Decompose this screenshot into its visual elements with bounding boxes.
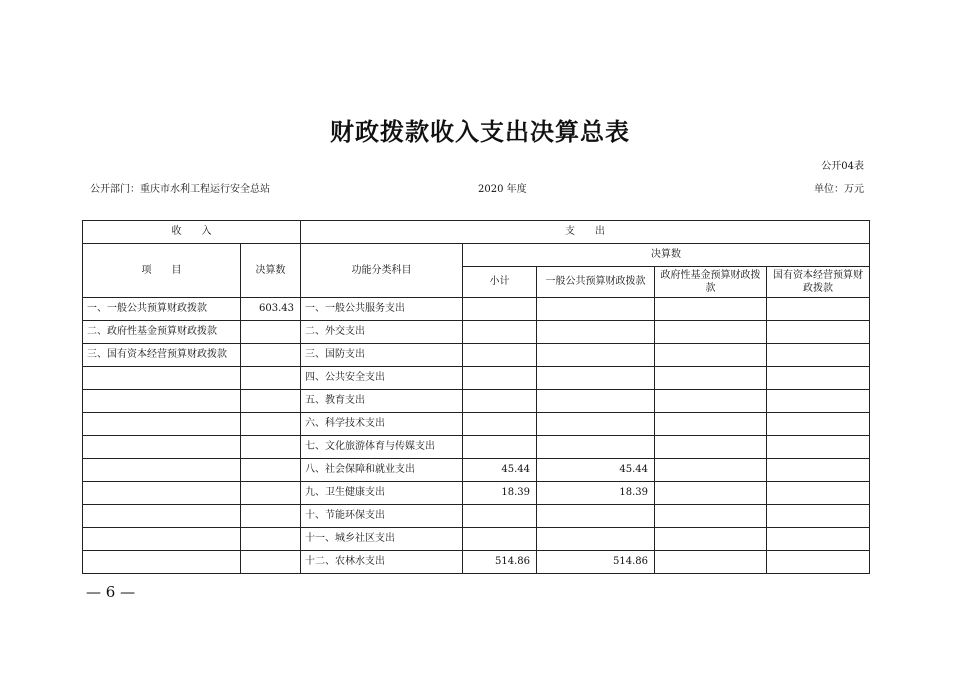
gov-fund-cell: [655, 344, 767, 367]
income-item-cell: [83, 551, 241, 574]
income-item-cell: [83, 482, 241, 505]
expense-item-cell: 十二、农林水支出: [301, 551, 463, 574]
income-amount-cell: [241, 528, 301, 551]
expense-item-cell: 三、国防支出: [301, 344, 463, 367]
general-budget-cell: 18.39: [537, 482, 655, 505]
unit-label: 单位：万元: [814, 184, 864, 195]
income-amount-cell: [241, 505, 301, 528]
state-capital-cell: [767, 459, 870, 482]
page-number: — 6 —: [86, 583, 136, 601]
income-amount-cell: 603.43: [241, 298, 301, 321]
form-code: 公开04表: [821, 161, 864, 172]
state-capital-cell: [767, 344, 870, 367]
general-budget-cell: 514.86: [537, 551, 655, 574]
income-amount-cell: [241, 367, 301, 390]
income-item-cell: [83, 367, 241, 390]
general-budget-header: 一般公共预算财政拨款: [537, 267, 655, 298]
table-row: [83, 482, 870, 505]
subtotal-cell: [463, 390, 537, 413]
expense-item-cell: 五、教育支出: [301, 390, 463, 413]
function-category-header: 功能分类科目: [301, 244, 463, 298]
table-row: [83, 390, 870, 413]
gov-fund-cell: [655, 436, 767, 459]
general-budget-cell: 45.44: [537, 459, 655, 482]
income-item-cell: 一、一般公共预算财政拨款: [83, 298, 241, 321]
state-capital-cell: [767, 321, 870, 344]
table-row: [83, 413, 870, 436]
expense-item-cell: 十一、城乡社区支出: [301, 528, 463, 551]
subtotal-cell: [463, 344, 537, 367]
gov-fund-cell: [655, 321, 767, 344]
income-item-cell: [83, 413, 241, 436]
state-capital-cell: [767, 298, 870, 321]
table-row: [83, 505, 870, 528]
subtotal-cell: [463, 413, 537, 436]
budget-table: [82, 220, 870, 574]
gov-fund-cell: [655, 367, 767, 390]
gov-fund-cell: [655, 390, 767, 413]
state-capital-cell: [767, 436, 870, 459]
income-item-cell: 二、政府性基金预算财政拨款: [83, 321, 241, 344]
gov-fund-cell: [655, 551, 767, 574]
table-row: [83, 459, 870, 482]
table-row: [83, 528, 870, 551]
expense-item-cell: 十、节能环保支出: [301, 505, 463, 528]
state-capital-cell: [767, 551, 870, 574]
gov-fund-header: 政府性基金预算财政拨款: [655, 267, 767, 298]
subtotal-cell: 18.39: [463, 482, 537, 505]
expense-item-cell: 七、文化旅游体育与传媒支出: [301, 436, 463, 459]
income-item-cell: 三、国有资本经营预算财政拨款: [83, 344, 241, 367]
table-row: [83, 436, 870, 459]
state-capital-cell: [767, 367, 870, 390]
general-budget-cell: [537, 298, 655, 321]
income-item-cell: [83, 436, 241, 459]
income-item-cell: [83, 528, 241, 551]
general-budget-cell: [537, 528, 655, 551]
gov-fund-cell: [655, 505, 767, 528]
table-row: [83, 298, 870, 321]
item-header: 项 目: [83, 244, 241, 298]
subtotal-cell: [463, 436, 537, 459]
gov-fund-cell: [655, 482, 767, 505]
amount-header: 决算数: [241, 244, 301, 298]
general-budget-cell: [537, 413, 655, 436]
state-capital-cell: [767, 390, 870, 413]
general-budget-cell: [537, 390, 655, 413]
table-row: [83, 551, 870, 574]
state-capital-cell: [767, 482, 870, 505]
page-title: 财政拨款收入支出决算总表: [330, 118, 630, 146]
subtotal-cell: [463, 367, 537, 390]
income-amount-cell: [241, 482, 301, 505]
subtotal-header: 小计: [463, 267, 537, 298]
expense-item-cell: 八、社会保障和就业支出: [301, 459, 463, 482]
state-capital-cell: [767, 528, 870, 551]
expense-item-cell: 九、卫生健康支出: [301, 482, 463, 505]
income-amount-cell: [241, 344, 301, 367]
income-item-cell: [83, 505, 241, 528]
general-budget-cell: [537, 505, 655, 528]
income-item-cell: [83, 390, 241, 413]
general-budget-cell: [537, 367, 655, 390]
income-amount-cell: [241, 459, 301, 482]
subtotal-cell: 514.86: [463, 551, 537, 574]
income-amount-cell: [241, 551, 301, 574]
income-item-cell: [83, 459, 241, 482]
income-amount-cell: [241, 413, 301, 436]
gov-fund-cell: [655, 459, 767, 482]
table-row: [83, 344, 870, 367]
table-row: [83, 321, 870, 344]
income-amount-cell: [241, 321, 301, 344]
subtotal-cell: [463, 298, 537, 321]
gov-fund-cell: [655, 413, 767, 436]
year-label: 2020 年度: [478, 184, 527, 195]
income-amount-cell: [241, 390, 301, 413]
general-budget-cell: [537, 321, 655, 344]
final-amount-header: 决算数: [463, 244, 870, 267]
table-row: [83, 367, 870, 390]
state-capital-cell: [767, 413, 870, 436]
income-amount-cell: [241, 436, 301, 459]
state-capital-header: 国有资本经营预算财政拨款: [767, 267, 870, 298]
state-capital-cell: [767, 505, 870, 528]
gov-fund-cell: [655, 528, 767, 551]
general-budget-cell: [537, 436, 655, 459]
income-header: 收 入: [83, 221, 301, 244]
subtotal-cell: [463, 528, 537, 551]
department-label: 公开部门：重庆市水利工程运行安全总站: [90, 184, 270, 195]
expense-item-cell: 一、一般公共服务支出: [301, 298, 463, 321]
expense-item-cell: 六、科学技术支出: [301, 413, 463, 436]
expense-header: 支 出: [301, 221, 870, 244]
expense-item-cell: 四、公共安全支出: [301, 367, 463, 390]
expense-item-cell: 二、外交支出: [301, 321, 463, 344]
subtotal-cell: [463, 321, 537, 344]
general-budget-cell: [537, 344, 655, 367]
subtotal-cell: 45.44: [463, 459, 537, 482]
gov-fund-cell: [655, 298, 767, 321]
subtotal-cell: [463, 505, 537, 528]
